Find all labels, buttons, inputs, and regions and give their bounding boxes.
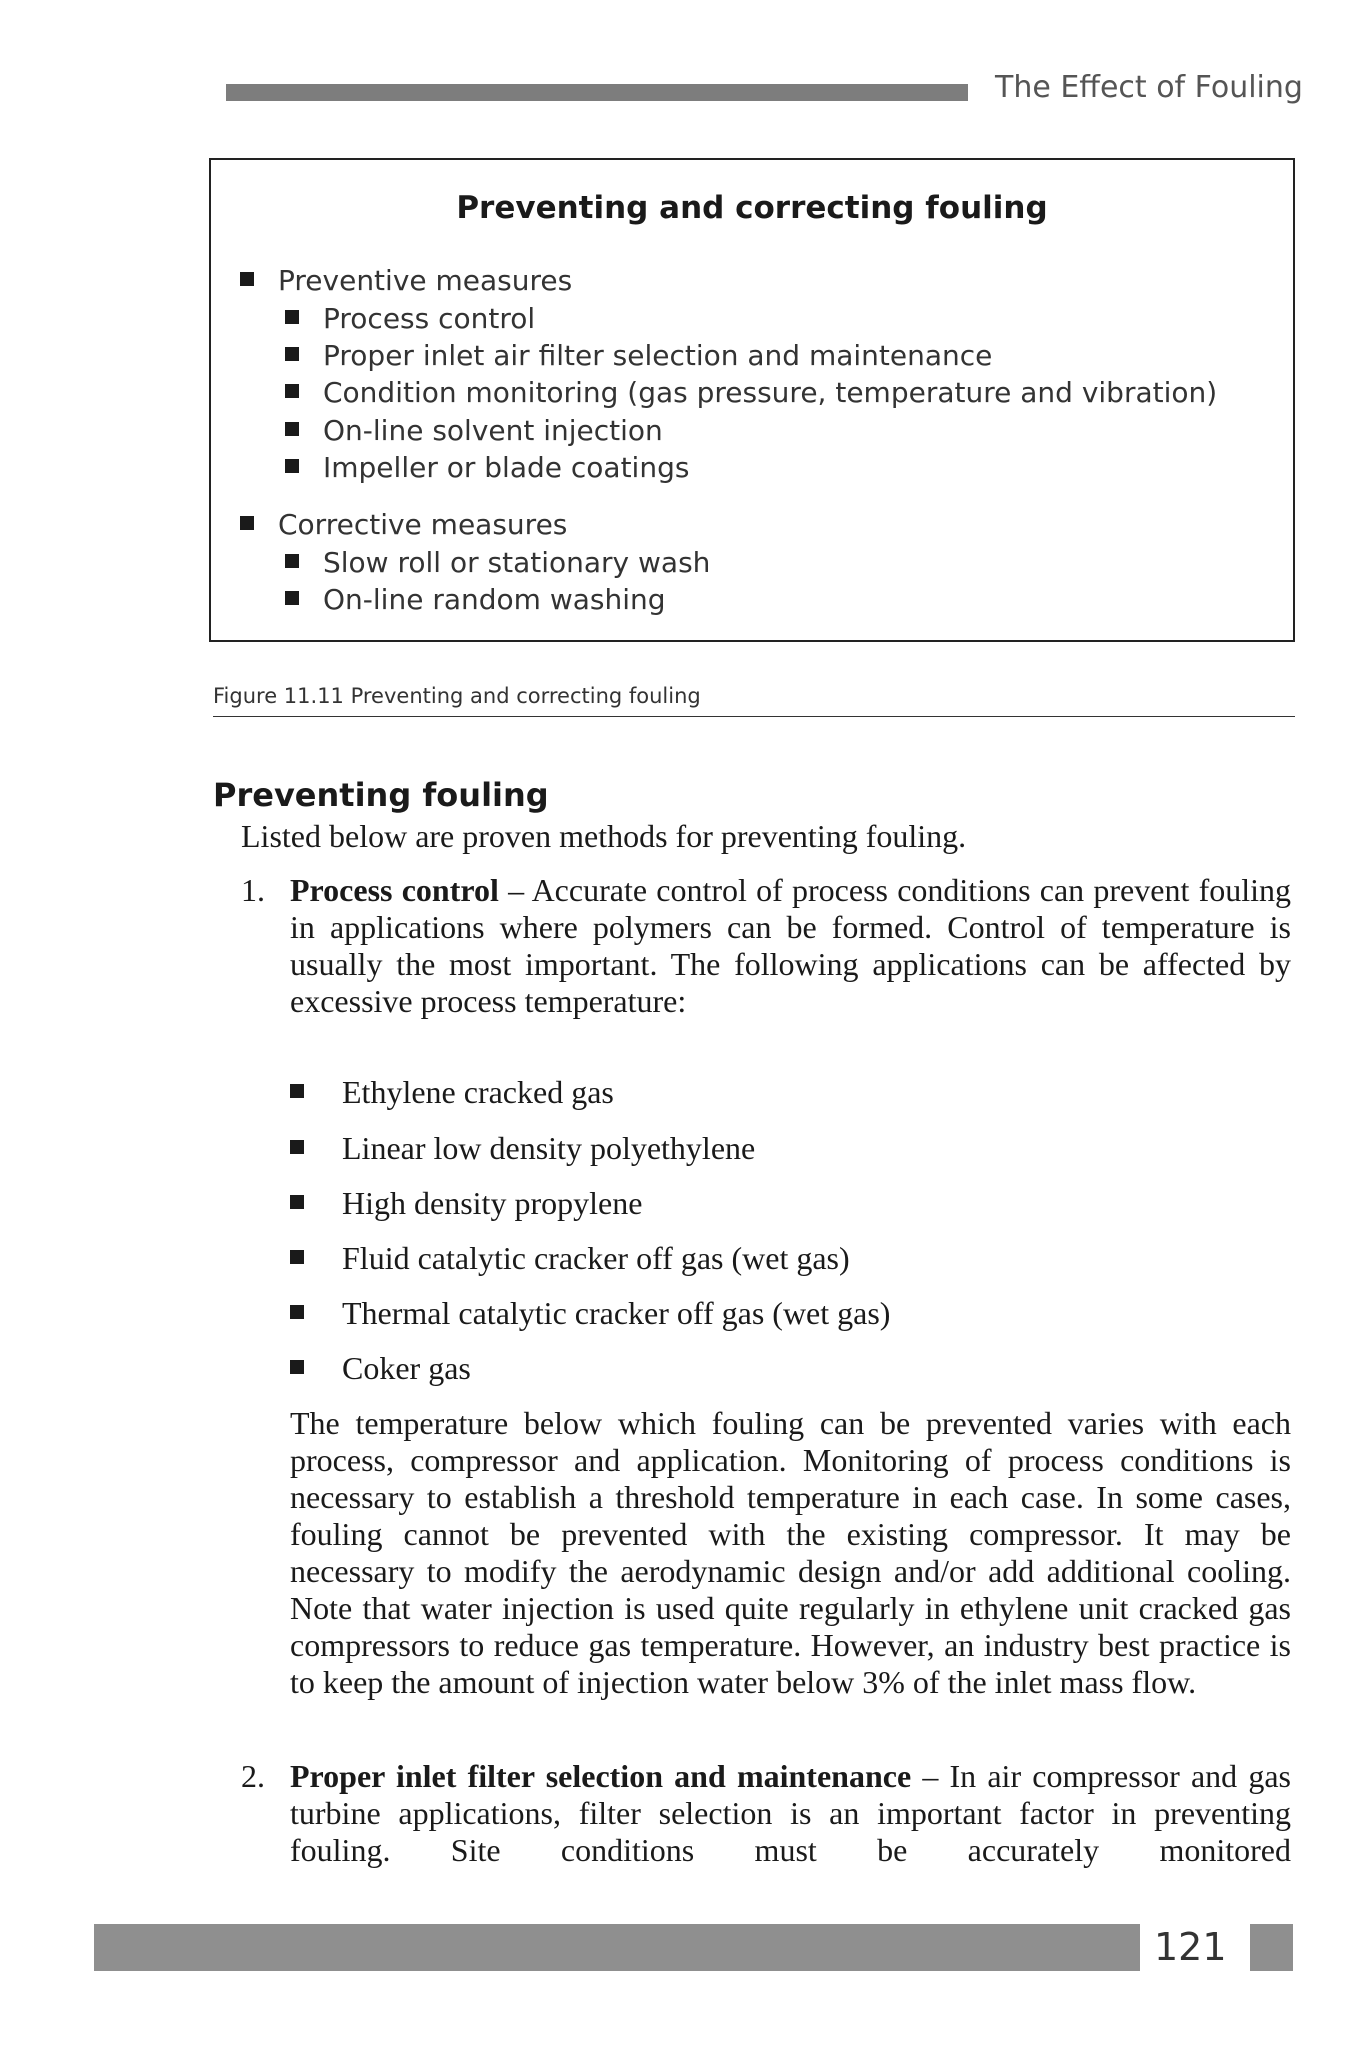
- item-2-paragraph: [290, 1758, 1291, 1869]
- bullet-icon: [285, 554, 299, 568]
- list-item-text: Ethylene cracked gas: [342, 1074, 614, 1110]
- item-1-paragraph: [290, 872, 1291, 1020]
- footer-bar: [94, 1924, 1140, 1971]
- bullet-icon: [290, 1140, 304, 1154]
- bullet-icon: [290, 1084, 304, 1098]
- list-item: [285, 302, 535, 336]
- bullet-icon: [285, 591, 299, 605]
- list-item: [290, 1295, 890, 1332]
- figure-caption: Figure 11.11 Preventing and correcting fouling: [213, 684, 701, 708]
- item-number: 2.: [241, 1758, 265, 1794]
- list-item-text: Linear low density polyethylene: [342, 1130, 756, 1166]
- item-2-term: Proper inlet filter selection and maintenance: [290, 1758, 912, 1794]
- bullet-icon: [240, 272, 254, 286]
- list-item: [285, 583, 666, 617]
- bullet-icon: [290, 1305, 304, 1319]
- preventive-label: Preventive measures: [278, 264, 573, 297]
- preventive-measures-heading: [240, 264, 572, 298]
- list-item-text: Condition monitoring (gas pressure, temperature and vibration): [323, 376, 1218, 409]
- list-item: [285, 546, 710, 580]
- bullet-icon: [285, 384, 299, 398]
- bullet-icon: [240, 516, 254, 530]
- bullet-icon: [290, 1250, 304, 1264]
- running-header: The Effect of Fouling: [995, 70, 1303, 105]
- bullet-icon: [290, 1195, 304, 1209]
- intro-paragraph: Listed below are proven methods for preventing fouling.: [241, 818, 967, 854]
- list-item: [290, 1350, 471, 1387]
- list-item: [290, 1240, 850, 1277]
- section-heading: Preventing fouling: [213, 776, 549, 814]
- list-item-text: On-line random washing: [323, 583, 666, 616]
- list-item-text: On-line solvent injection: [323, 414, 663, 447]
- list-item-text: Fluid catalytic cracker off gas (wet gas): [342, 1240, 850, 1276]
- item-number: 1.: [241, 872, 265, 908]
- list-item: [285, 376, 1217, 410]
- corrective-label: Corrective measures: [278, 508, 568, 541]
- followup-paragraph: The temperature below which fouling can be prevented varies with each process, compressor and application. Monitoring of process conditions is necessary to establish a threshold temperature in each case. In some cases, fouling cannot be prevented with the existing compressor. It may be necessary to modify the aerodynamic design and/or add additional cooling. Note that water injection is used quite regularly in ethylene unit cracked gas compressors to reduce gas temperature. However, an industry best practice is to keep the amount of injection water below 3% of the inlet mass flow.: [290, 1405, 1291, 1700]
- list-item: [290, 1074, 614, 1111]
- bullet-icon: [285, 459, 299, 473]
- item-1-text: – Accurate control of process conditions can prevent fouling in applications where polymers can be formed. Control of temperature is usually the most important. The following applications can be affected by excessive process temperature:: [290, 872, 1292, 1019]
- caption-divider: [213, 716, 1295, 717]
- list-item: [285, 414, 663, 448]
- bullet-icon: [285, 310, 299, 324]
- figure-title: Preventing and correcting fouling: [456, 190, 1048, 226]
- bullet-icon: [285, 347, 299, 361]
- bullet-icon: [285, 422, 299, 436]
- bullet-icon: [290, 1360, 304, 1374]
- list-item-text: Proper inlet air filter selection and maintenance: [323, 339, 993, 372]
- list-item-text: Process control: [323, 302, 536, 335]
- item-1-term: Process control: [290, 872, 499, 908]
- list-item-text: High density propylene: [342, 1185, 643, 1221]
- list-item-text: Impeller or blade coatings: [323, 451, 690, 484]
- item-2-text: – In air compressor and gas turbine applications, filter selection is an important factor in preventing fouling. Site conditions must be accurately monitored: [290, 1758, 1292, 1868]
- list-item-text: Coker gas: [342, 1350, 471, 1386]
- list-item: [290, 1185, 642, 1222]
- corrective-measures-heading: [240, 508, 567, 542]
- page-number: 121: [1154, 1925, 1227, 1969]
- list-item: [285, 451, 689, 485]
- list-item: [290, 1130, 755, 1167]
- header-bar: [226, 84, 968, 101]
- list-item-text: Slow roll or stationary wash: [323, 546, 711, 579]
- footer-marker: [1250, 1924, 1293, 1971]
- list-item-text: Thermal catalytic cracker off gas (wet gas): [342, 1295, 891, 1331]
- list-item: [285, 339, 992, 373]
